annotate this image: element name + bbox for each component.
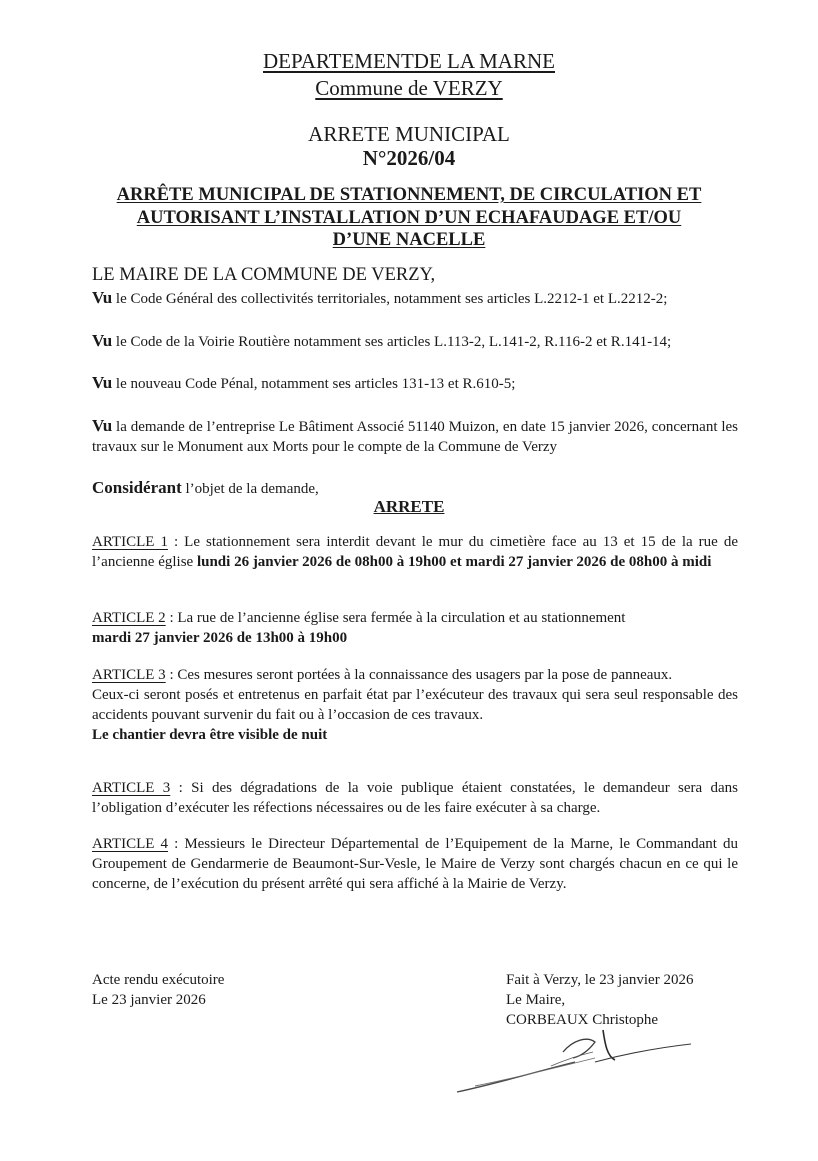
document-number: N°2026/04 — [362, 146, 456, 170]
article-3-bis: ARTICLE 3 : Si des dégradations de la voie publique étaient constatées, le demandeur sera dans l’obligation d’exécuter les réfections nécessaires ou de les faire exécuter à sa charge. — [92, 780, 739, 816]
maire-line: LE MAIRE DE LA COMMUNE DE VERZY, — [92, 265, 436, 285]
signer-name: CORBEAUX Christophe — [506, 1012, 659, 1028]
vu-paragraph: Vu le Code Général des collectivités territoriales, notamment ses articles L.2212-1 et L.2212-2; — [92, 288, 668, 307]
signer-title: Le Maire, — [506, 992, 566, 1008]
vu-paragraph: Vu le Code de la Voirie Routière notamment ses articles L.113-2, L.141-2, R.116-2 et R.141-14; — [92, 331, 672, 350]
title-line: D’UNE NACELLE — [332, 230, 486, 250]
title-line: ARRÊTE MUNICIPAL DE STATIONNEMENT, DE CIRCULATION ET — [116, 185, 702, 205]
arrete-heading: ARRETE — [373, 497, 445, 516]
executory-date: Le 23 janvier 2026 — [92, 992, 206, 1008]
article-4: ARTICLE 4 : Messieurs le Directeur Départemental de l’Equipement de la Marne, le Commandant du Groupement de Gendarmerie de Beaumont-Sur-Vesle, le Maire de Verzy sont chargés chacun en ce qui le concerne, de l’exécution du présent arrêté qui sera affiché à la Mairie de Verzy. — [92, 836, 738, 892]
document-type: ARRETE MUNICIPAL — [308, 122, 510, 146]
commune-header: Commune de VERZY — [315, 76, 503, 100]
vu-paragraph: Vu la demande de l’entreprise Le Bâtiment Associé 51140 Muizon, en date 15 janvier 2026, concernant les travaux sur le Monument aux Morts pour le compte de la Commune de Verzy — [92, 416, 738, 455]
executory-block — [92, 970, 224, 1010]
vu-paragraph: Vu le nouveau Code Pénal, notamment ses articles 131-13 et R.610-5; — [92, 373, 516, 392]
executory-line: Acte rendu exécutoire — [92, 972, 225, 988]
signature-block — [506, 970, 693, 1030]
article-2: ARTICLE 2 : La rue de l’ancienne église sera fermée à la circulation et au stationnement mardi 27 janvier 2026 de 13h00 à 19h00 — [92, 610, 626, 646]
considerant-paragraph: Considérant l’objet de la demande, — [92, 478, 319, 497]
article-1: ARTICLE 1 : Le stationnement sera interdit devant le mur du cimetière face au 13 et 15 de la rue de l’ancienne église lundi 26 janvier 2026 de 08h00 à 19h00 et mardi 27 janvier 2026 de 08h00 à midi — [92, 534, 738, 570]
place-date: Fait à Verzy, le 23 janvier 2026 — [506, 972, 694, 988]
department-header: DEPARTEMENTDE LA MARNE — [263, 49, 555, 73]
handwritten-signature — [455, 1022, 695, 1102]
article-3: ARTICLE 3 : Ces mesures seront portées à la connaissance des usagers par la pose de panneaux. Ceux-ci seront posés et entretenus en parfait état par l’exécuteur des travaux qui sera seul responsable des accidents pouvant survenir du fait ou à l’occasion de ces travaux. Le chantier devra être visible de nuit — [92, 667, 738, 743]
document-title — [0, 184, 818, 252]
title-line: AUTORISANT L’INSTALLATION D’UN ECHAFAUDAGE ET/OU — [136, 207, 682, 228]
